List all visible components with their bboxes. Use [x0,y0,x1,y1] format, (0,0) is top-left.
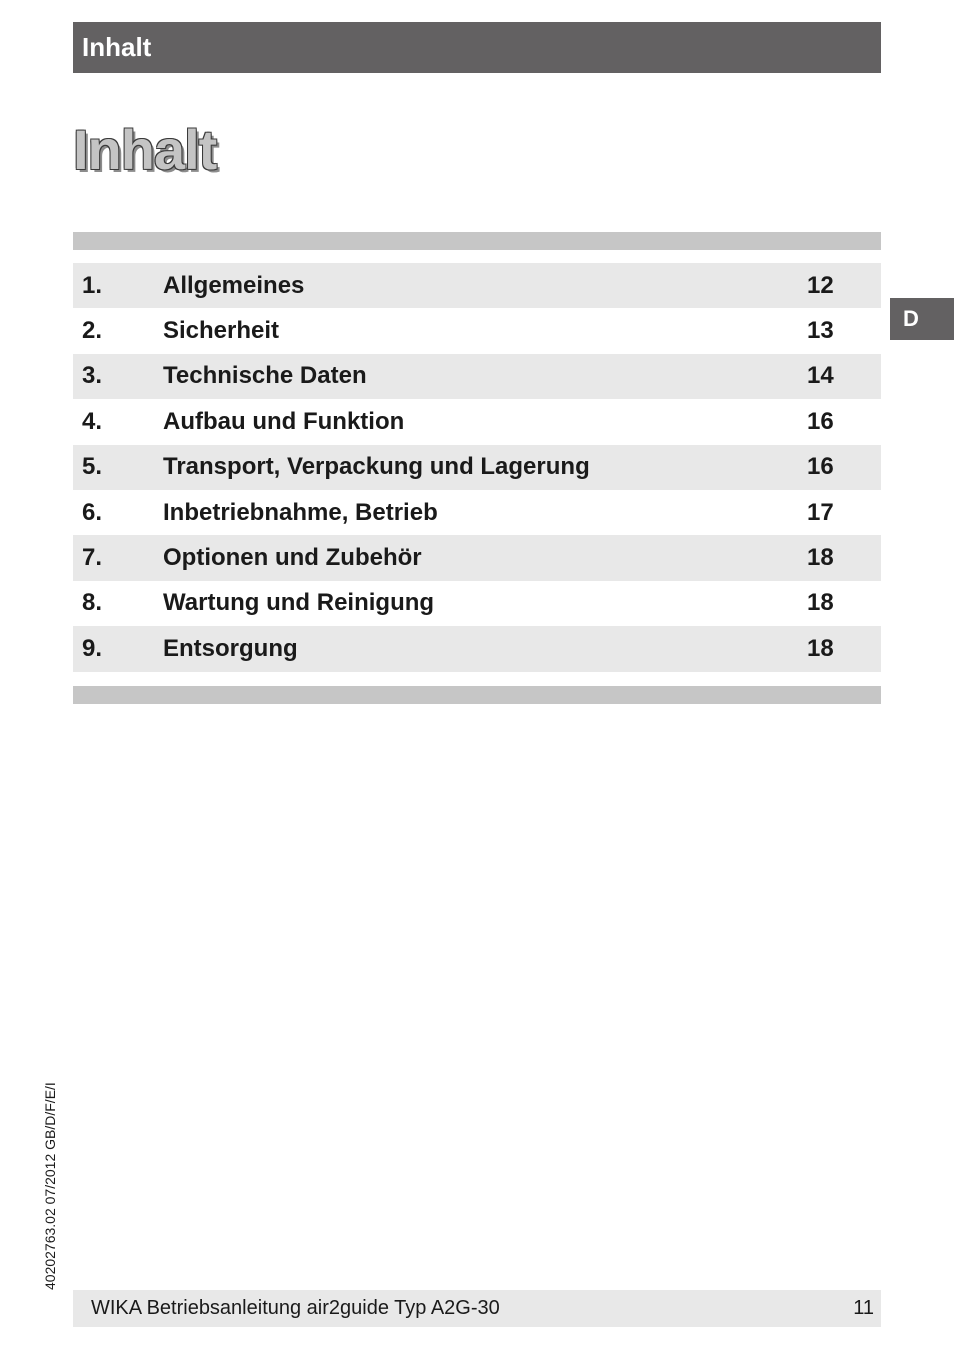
language-tab[interactable]: D [890,298,954,340]
table-of-contents [73,263,881,672]
toc-number: 8. [82,589,103,617]
toc-title: Wartung und Reinigung [163,589,435,617]
toc-page: 14 [807,362,834,390]
toc-title: Inbetriebnahme, Betrieb [163,498,438,526]
toc-page: 12 [807,271,834,299]
toc-number: 7. [82,544,103,572]
toc-number: 9. [82,634,103,662]
toc-title: Sicherheit [163,317,280,345]
toc-row[interactable] [73,308,881,353]
header-title: Inhalt [82,32,152,62]
page-footer [73,1290,881,1327]
toc-row[interactable] [73,399,881,444]
toc-row[interactable] [73,263,881,308]
document-code: 40202763.02 07/2012 GB/D/F/E/I [42,1082,58,1290]
toc-row[interactable] [73,626,881,671]
footer-text: WIKA Betriebsanleitung air2guide Typ A2G-30 [91,1297,500,1319]
toc-row[interactable] [73,354,881,399]
toc-page: 13 [807,317,834,345]
toc-title: Entsorgung [163,634,298,662]
toc-title: Technische Daten [163,362,367,390]
toc-page: 18 [807,589,834,617]
toc-row[interactable] [73,535,881,580]
toc-title: Transport, Verpackung und Lagerung [163,453,590,481]
toc-page: 16 [807,453,834,481]
toc-row[interactable] [73,445,881,490]
toc-page: 18 [807,634,834,662]
toc-row[interactable] [73,581,881,626]
toc-page: 16 [807,407,834,435]
toc-page: 17 [807,498,834,526]
toc-title: Allgemeines [163,271,305,299]
toc-page: 18 [807,544,834,572]
header-bar [73,22,881,73]
page-title: Inhalt [73,118,217,181]
toc-title: Optionen und Zubehör [163,544,422,572]
toc-top-rule [73,232,881,250]
toc-row[interactable] [73,490,881,535]
toc-number: 1. [82,271,103,299]
toc-number: 5. [82,453,103,481]
toc-number: 2. [82,317,103,345]
toc-title: Aufbau und Funktion [163,407,405,435]
toc-bottom-rule [73,686,881,704]
toc-number: 6. [82,498,103,526]
page-number: 11 [853,1297,874,1319]
toc-number: 3. [82,362,103,390]
toc-number: 4. [82,407,103,435]
